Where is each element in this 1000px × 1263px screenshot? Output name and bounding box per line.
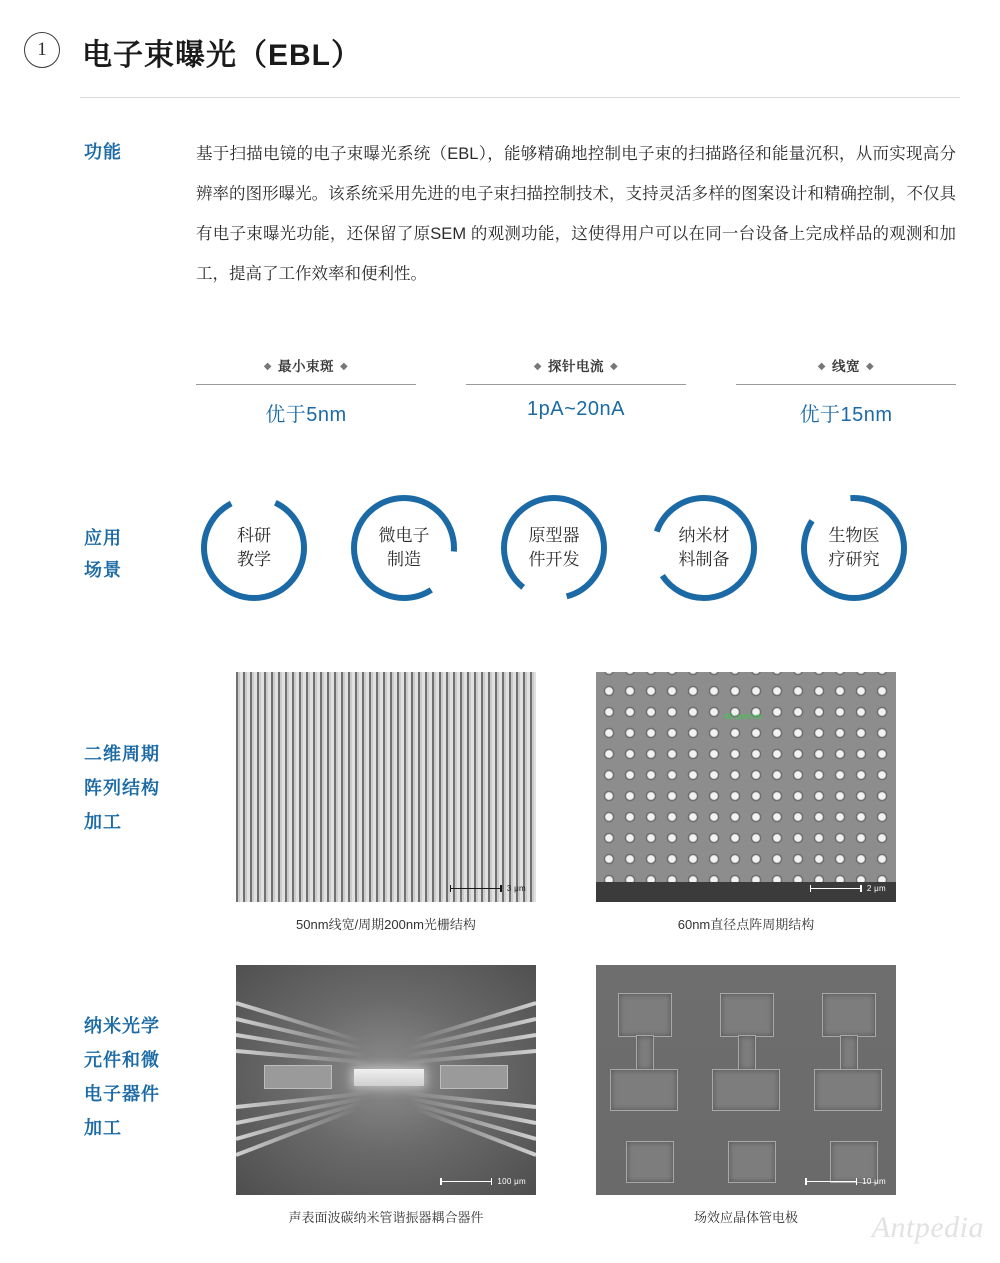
scale-bar-fet <box>805 1177 886 1186</box>
watermark: Antpedia <box>871 1211 984 1244</box>
sem-image-background <box>596 965 896 1195</box>
application-circle <box>498 492 610 604</box>
fet-pad <box>814 1069 882 1111</box>
fet-channel <box>636 1035 654 1071</box>
scale-bar-label: 100 μm <box>497 1177 526 1186</box>
application-circle <box>198 492 310 604</box>
scale-bar-dot-array <box>810 884 886 893</box>
fet-pad <box>626 1141 674 1183</box>
header-divider <box>80 97 960 98</box>
scale-bar-line <box>450 888 502 890</box>
spec-name: 探针电流 <box>548 359 604 374</box>
grating-pattern <box>236 672 536 902</box>
diamond-icon: ◆ <box>340 361 349 372</box>
page-title: 电子束曝光（EBL） <box>82 39 362 72</box>
application-circle-list <box>198 492 956 604</box>
application-label-line2: 教学 <box>237 550 271 569</box>
function-label: 功能 <box>84 142 122 162</box>
application-circle <box>798 492 910 604</box>
fet-channel <box>840 1035 858 1071</box>
fet-channel <box>738 1035 756 1071</box>
scale-bar-label: 3 μm <box>506 884 526 893</box>
contact-pad <box>264 1065 332 1089</box>
diamond-icon: ◆ <box>866 361 875 372</box>
spec-item <box>196 355 416 427</box>
application-label-line2: 制造 <box>387 550 421 569</box>
section1-label-line3: 加工 <box>84 812 122 832</box>
application-label <box>498 492 610 604</box>
resonator-beam <box>354 1069 424 1086</box>
contact-pad <box>440 1065 508 1089</box>
figure-saw-resonator <box>236 965 536 1226</box>
scale-bar-label: 10 μm <box>862 1177 886 1186</box>
spec-name-wrapper <box>196 355 416 385</box>
fet-pad <box>822 993 876 1037</box>
application-label <box>348 492 460 604</box>
spec-value: 优于15nm <box>799 404 893 426</box>
spec-value: 1pA~20nA <box>527 398 625 420</box>
scale-bar-grating <box>450 884 526 893</box>
applications-label-line2: 场景 <box>84 560 122 580</box>
fet-pad <box>618 993 672 1037</box>
application-circle <box>648 492 760 604</box>
spec-name-wrapper <box>466 355 686 385</box>
section2-label-line1: 纳米光学 <box>84 1016 160 1036</box>
spec-name: 线宽 <box>832 359 860 374</box>
spec-list <box>196 355 956 427</box>
figure-caption: 场效应晶体管电极 <box>693 1210 798 1225</box>
diamond-icon: ◆ <box>817 361 826 372</box>
figure-fet-electrode-image <box>596 965 896 1195</box>
application-label <box>198 492 310 604</box>
application-label-line2: 疗研究 <box>828 550 880 569</box>
scale-bar-label: 2 μm <box>866 884 886 893</box>
application-label-line1: 生物医 <box>828 526 880 545</box>
dot-array-pattern <box>596 672 896 902</box>
section-number-badge: 1 <box>24 32 60 68</box>
section2-label-line4: 加工 <box>84 1118 122 1138</box>
section2-label-line3: 电子器件 <box>84 1084 160 1104</box>
section2-label-line2: 元件和微 <box>84 1050 160 1070</box>
figure-dot-array <box>596 672 896 933</box>
fet-pad <box>720 993 774 1037</box>
application-label-line1: 原型器 <box>528 526 580 545</box>
spec-value: 优于5nm <box>265 404 347 426</box>
fet-pad <box>610 1069 678 1111</box>
fet-pad <box>712 1069 780 1111</box>
figure-saw-resonator-image <box>236 965 536 1195</box>
scale-bar-line <box>805 1181 857 1183</box>
diamond-icon: ◆ <box>263 361 272 372</box>
application-label-line2: 件开发 <box>528 550 580 569</box>
figure-dot-array-image <box>596 672 896 902</box>
spec-item <box>736 355 956 427</box>
application-label-line1: 微电子 <box>378 526 430 545</box>
application-label-line1: 纳米材 <box>678 526 730 545</box>
applications-label-line1: 应用 <box>84 528 122 548</box>
application-label <box>798 492 910 604</box>
section1-label-line2: 阵列结构 <box>84 778 160 798</box>
scale-bar-line <box>810 888 862 890</box>
dot-array-annotation: 40 μm/mm <box>724 712 762 721</box>
scale-bar-saw <box>440 1177 526 1186</box>
diamond-icon: ◆ <box>610 361 619 372</box>
figure-caption: 60nm直径点阵周期结构 <box>677 917 815 932</box>
figure-grating <box>236 672 536 933</box>
scale-bar-line <box>440 1181 492 1183</box>
figure-fet-electrode <box>596 965 896 1226</box>
application-circle <box>348 492 460 604</box>
application-label-line2: 料制备 <box>678 550 730 569</box>
spec-name: 最小束斑 <box>278 359 334 374</box>
spec-name-wrapper <box>736 355 956 385</box>
application-label-line1: 科研 <box>237 526 271 545</box>
function-description: 基于扫描电镜的电子束曝光系统（EBL），能够精确地控制电子束的扫描路径和能量沉积，从而实现高分辨率的图形曝光。该系统采用先进的电子束扫描控制技术，支持灵活多样的图案设计和精确控制，不仅具有电子束曝光功能，还保留了原SEM 的观测功能，这使得用户可以在同一台设备上完成样品的观测和加工，提高了工作效率和便利性。 <box>196 145 956 283</box>
diamond-icon: ◆ <box>533 361 542 372</box>
application-label <box>648 492 760 604</box>
fet-pad <box>728 1141 776 1183</box>
figure-caption: 声表面波碳纳米管谐振器耦合器件 <box>288 1210 484 1225</box>
figure-grating-image <box>236 672 536 902</box>
page-header <box>0 0 1000 100</box>
spec-item <box>466 355 686 427</box>
section1-label-line1: 二维周期 <box>84 744 160 764</box>
figure-caption: 50nm线宽/周期200nm光栅结构 <box>296 917 476 932</box>
sem-image-background <box>236 965 536 1195</box>
